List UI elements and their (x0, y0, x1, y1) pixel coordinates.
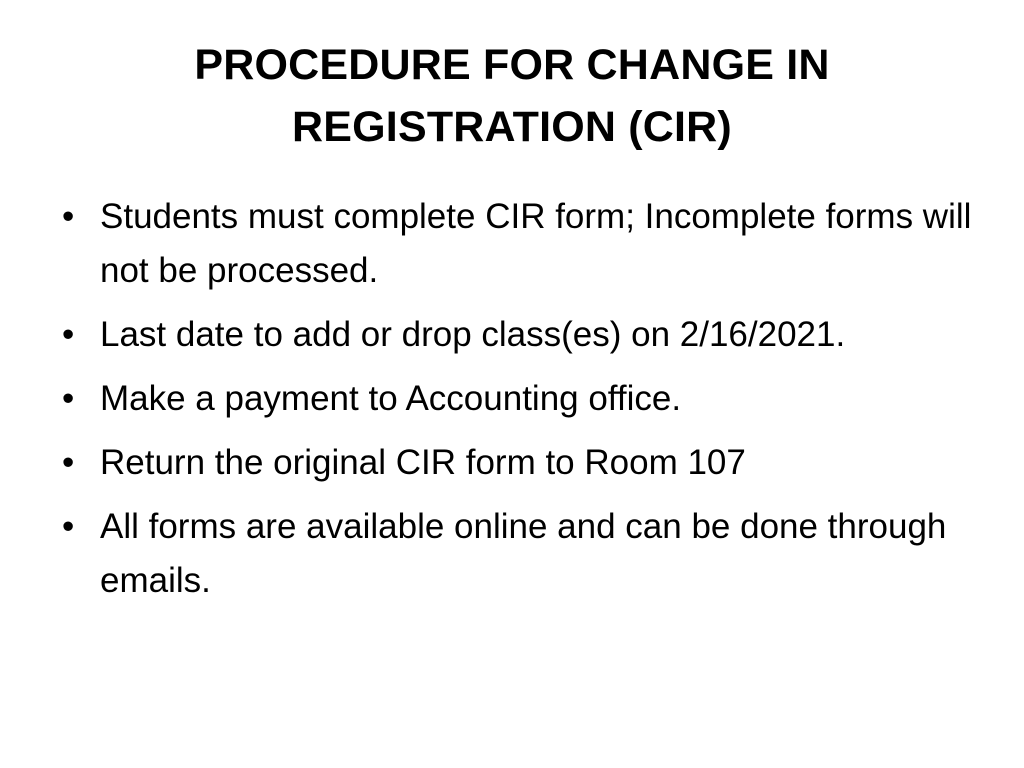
bullet-icon: • (62, 315, 75, 354)
bullet-item (62, 190, 1012, 298)
bullet-icon: • (62, 379, 75, 418)
bullet-text: All forms are available online and can be done through emails. (100, 507, 947, 600)
bullet-list (62, 190, 1012, 618)
bullet-item (62, 308, 1012, 362)
bullet-text: Return the original CIR form to Room 107 (100, 443, 746, 482)
bullet-icon: • (62, 197, 75, 236)
bullet-item (62, 372, 1012, 426)
bullet-item (62, 500, 1012, 608)
slide-title-line-1: PROCEDURE FOR CHANGE IN (194, 41, 830, 89)
bullet-text: Last date to add or drop class(es) on 2/16/2021. (100, 315, 846, 354)
bullet-item (62, 436, 1012, 490)
bullet-text: Make a payment to Accounting office. (100, 379, 682, 418)
slide-title-line-2: REGISTRATION (CIR) (292, 103, 732, 151)
slide-title (60, 34, 964, 158)
bullet-icon: • (62, 507, 75, 546)
bullet-text: Students must complete CIR form; Incomplete forms will not be processed. (100, 197, 972, 290)
bullet-icon: • (62, 443, 75, 482)
